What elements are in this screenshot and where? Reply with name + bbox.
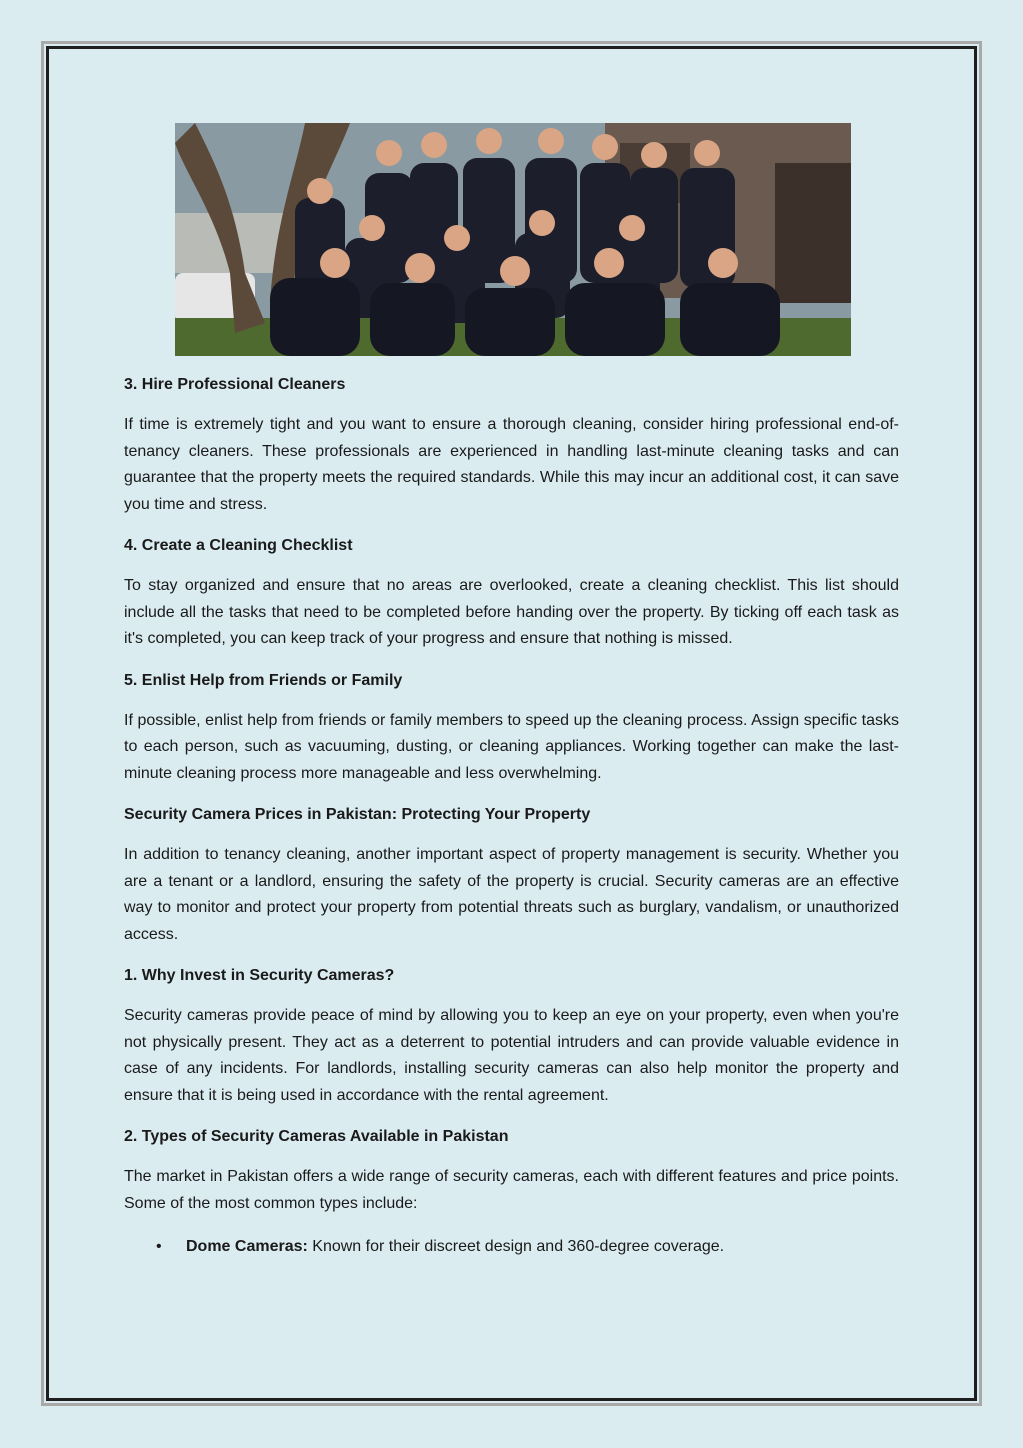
list-item-text: Known for their discreet design and 360-degree coverage. — [307, 1238, 725, 1255]
section-paragraph: The market in Pakistan offers a wide range of security cameras, each with different features and price points. Some of the most common types include: — [124, 1168, 899, 1212]
section-cleaning-checklist — [124, 535, 899, 653]
document-content — [124, 123, 899, 1260]
section-heading: 5. Enlist Help from Friends or Family — [124, 671, 403, 689]
bullet-icon: • — [156, 1238, 162, 1255]
section-heading: 3. Hire Professional Cleaners — [124, 376, 346, 393]
list-item-term: Dome Cameras: — [186, 1238, 308, 1255]
section-hire-cleaners — [124, 374, 899, 518]
section-why-invest — [124, 965, 899, 1109]
section-heading: 2. Types of Security Cameras Available in Pakistan — [124, 1128, 509, 1145]
team-photo-illustration — [175, 123, 851, 356]
section-paragraph: If possible, enlist help from friends or family members to speed up the cleaning process. Assign specific tasks to each person, such as vacuuming, dusting, or cleaning appliances. Working together can make the last-minute cleaning process more manageable and less overwhelming. — [124, 711, 899, 782]
section-paragraph: To stay organized and ensure that no areas are overlooked, create a cleaning checklist. This list should include all the tasks that need to be completed before handing over the property. By ticking off each task as it's completed, you can keep track of your progress and ensure that nothing is missed. — [124, 577, 899, 647]
section-paragraph: Security cameras provide peace of mind by allowing you to keep an eye on your property, even when you're not physically present. They act as a deterrent to potential intruders and can provide valuable evidence in case of any incidents. For landlords, installing security cameras can also help monitor the property and ensure that it is being used in accordance with the rental agreement. — [124, 1007, 899, 1104]
section-security-prices — [124, 804, 899, 948]
camera-types-list — [124, 1234, 899, 1260]
section-heading: 1. Why Invest in Security Cameras? — [124, 967, 395, 984]
section-camera-types — [124, 1126, 899, 1217]
team-photo — [175, 123, 851, 356]
section-enlist-help — [124, 670, 899, 788]
section-paragraph: In addition to tenancy cleaning, another important aspect of property management is security. Whether you are a tenant or a landlord, ensuring the safety of the property is crucial. Security cameras are an effective way to monitor and protect your property from potential threats such as burglary, vandalism, or unauthorized access. — [124, 846, 899, 943]
section-paragraph: If time is extremely tight and you want to ensure a thorough cleaning, consider hiring professional end-of-tenancy cleaners. These professionals are experienced in handling last-minute cleaning tasks and can guarantee that the property meets the required standards. While this may incur an additional cost, it can save you time and stress. — [124, 416, 899, 513]
section-heading: Security Camera Prices in Pakistan: Protecting Your Property — [124, 806, 591, 823]
section-heading: 4. Create a Cleaning Checklist — [124, 537, 353, 554]
list-item — [156, 1234, 899, 1260]
